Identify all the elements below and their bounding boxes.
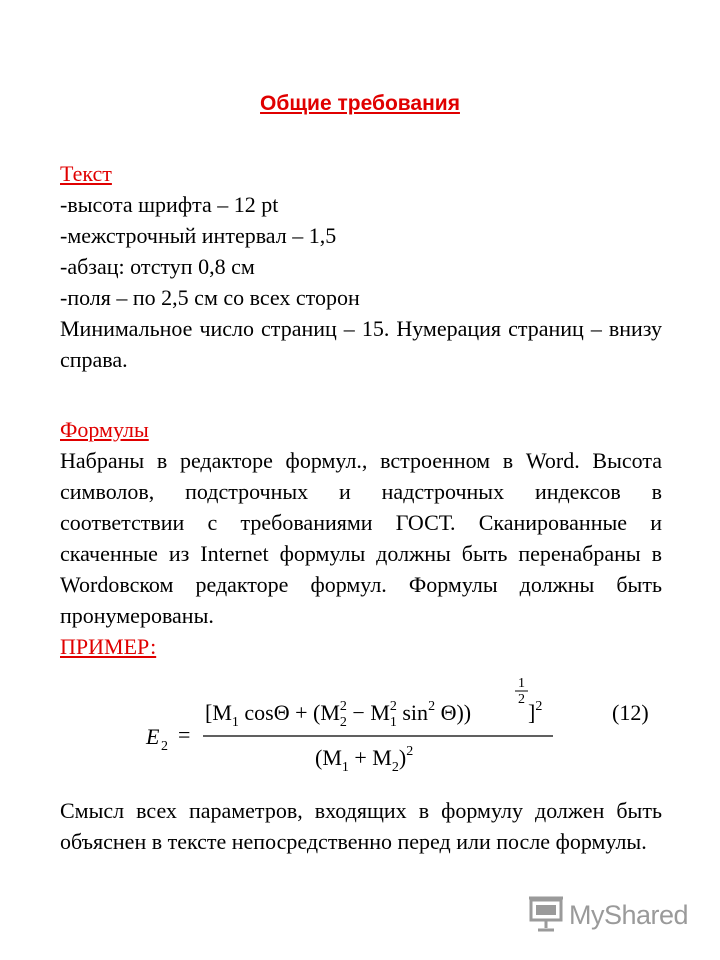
formula-numerator: [$M_1$ $\cos\Theta + (M_22 - M_12$ $\sin^2 \Theta$)) [205,699,472,730]
formula-numerator-close: ]$^2$ [528,699,543,725]
example-label: ПРИМЕР: [60,634,157,659]
formulas-heading: Формулы [60,417,149,442]
formula-equals: = [178,722,191,747]
formulas-section [60,414,662,662]
formula-exponent-numerator: 1 [518,676,525,691]
requirement-line: -межстрочный интервал – 1,5 [60,223,337,248]
requirement-line: -абзац: отступ 0,8 см [60,254,255,279]
pages-paragraph: Минимальное число страниц – 15. Нумерация страниц – внизу справа. [60,316,662,372]
watermark [527,892,697,940]
requirement-line: -поля – по 2,5 см со всех сторон [60,285,360,310]
formula-denominator: $(M_1 + M_2)^2$ [315,744,414,775]
formula-lhs: E [146,724,160,749]
page-title: Общие требования [260,92,460,115]
text-heading: Текст [60,161,112,186]
text-requirements-section [60,158,662,375]
projector-icon [527,894,565,934]
formula-exponent-denominator: 2 [518,692,525,707]
formula-number: (12) [612,700,649,725]
requirement-line: -высота шрифта – 12 pt [60,192,279,217]
meaning-paragraph: Смысл всех параметров, входящих в формулу должен быть объяснен в тексте непосредственно перед или после формулы. [60,798,662,854]
meaning-section [60,795,662,857]
watermark-text: MyShared [569,900,689,930]
formulas-paragraph: Набраны в редакторе формул., встроенном в Word. Высота символов, подстрочных и надстрочных индексов в соответствии с требованиями ГОСТ. Сканированные и скаченные из Internet формулы должны быть перенабраны в Wordовском редакторе формул. Формулы должны быть пронумерованы. [60,448,662,628]
formula-lhs-sub: 2 [161,739,168,754]
